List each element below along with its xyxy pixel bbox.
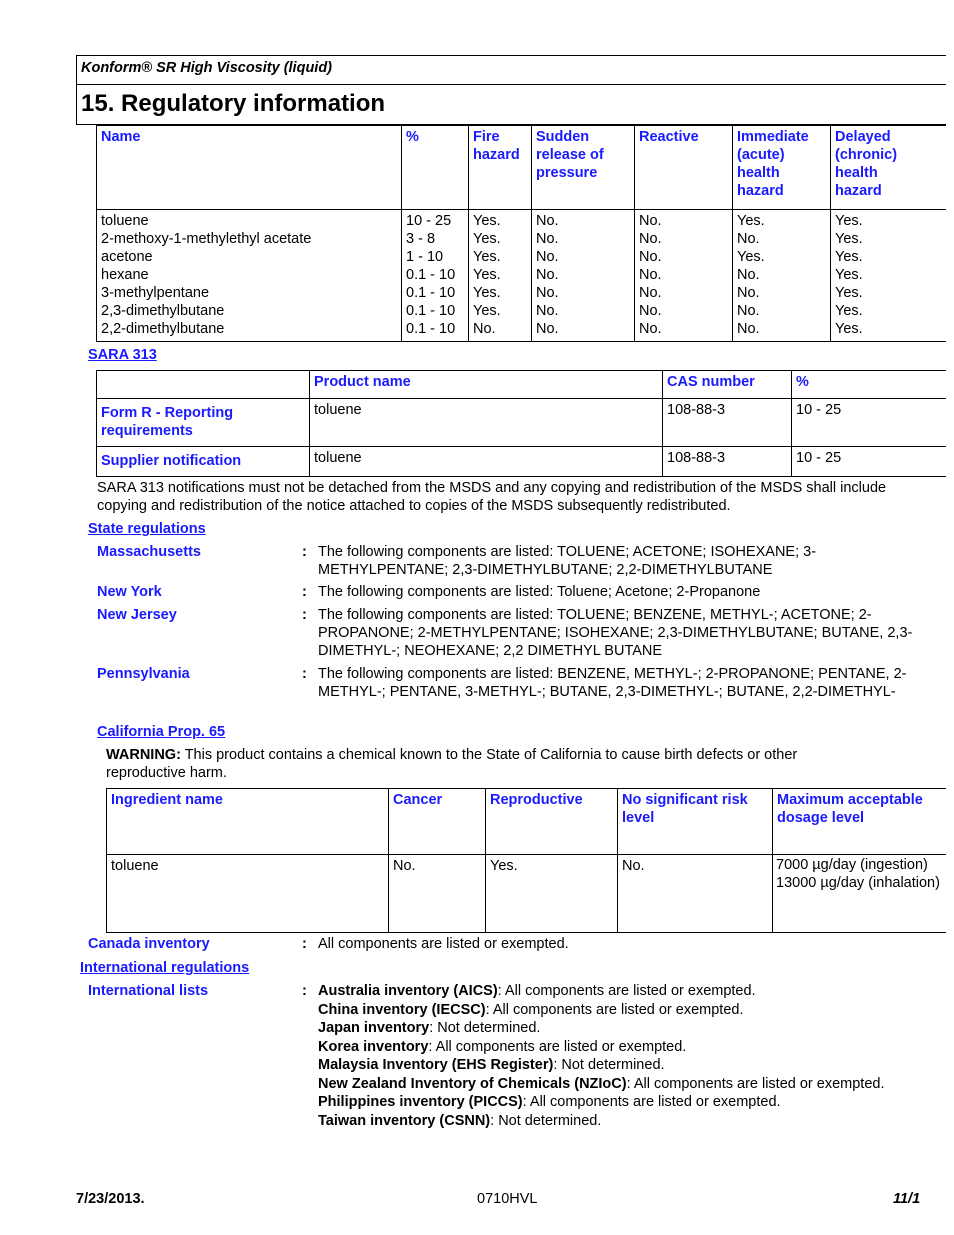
sara-header-product: Product name [310, 371, 663, 399]
footer-code: 0710HVL [477, 1191, 538, 1207]
cell-fire: Yes. Yes. Yes. Yes. Yes. Yes. No. [469, 210, 532, 342]
state-text-massachusetts: The following components are listed: TOLUENE; ACETONE; ISOHEXANE; 3-METHYLPENTANE; 2,3-DIMETHYLBUTANE; 2,2-DIMETHYLBUTANE [318, 544, 817, 578]
sara-blank-header [97, 371, 310, 399]
cell-immediate: Yes. No. Yes. No. No. No. No. [733, 210, 831, 342]
col-header-percent: % [402, 126, 469, 210]
international-list-item: Australia inventory (AICS): All components are listed or exempted. [318, 983, 756, 999]
state-label-pennsylvania: Pennsylvania [97, 666, 190, 682]
canada-colon: : [302, 936, 307, 952]
state-label-massachusetts: Massachusetts [97, 544, 201, 560]
canada-inventory-label: Canada inventory [88, 936, 210, 952]
prop65-header-reproductive: Reproductive [486, 789, 618, 855]
cell-percents: 10 - 25 3 - 8 1 - 10 0.1 - 10 0.1 - 10 0.1 - 10 0.1 - 10 [402, 210, 469, 342]
cell-sudden: No. No. No. No. No. No. No. [532, 210, 635, 342]
state-colon: : [302, 666, 307, 682]
international-list-item: Malaysia Inventory (EHS Register): Not determined. [318, 1057, 665, 1073]
cell-names: toluene 2-methoxy-1-methylethyl acetate acetone hexane 3-methylpentane 2,3-dimethylbutane 2,2-dimethylbutane [97, 210, 402, 342]
section-title: 15. Regulatory information [81, 90, 386, 117]
prop65-cell-cancer: No. [389, 855, 486, 933]
state-text-new-jersey: The following components are listed: TOLUENE; BENZENE, METHYL-; ACETONE; 2-PROPANONE; 2-METHYLPENTANE; ISOHEXANE; 2,3-DIMETHYLBUTANE; BUTANE, 2,3-DIMETHYL-; NEOHEXANE; 2,2 DIMETHYL BUTANE [318, 607, 913, 659]
sara313-table [96, 370, 946, 477]
sara-header-cas: CAS number [663, 371, 792, 399]
international-list-item: New Zealand Inventory of Chemicals (NZIoC): All components are listed or exempted. [318, 1075, 885, 1092]
col-header-immediate: Immediate (acute) health hazard [733, 126, 831, 210]
sara313-note: SARA 313 notifications must not be detached from the MSDS and any copying and redistribution of the MSDS shall include copying and redistribution of the notice attached to copies of the MSDS subsequently redistributed. [97, 480, 887, 514]
state-colon: : [302, 544, 307, 560]
prop65-cell-ingredient: toluene [107, 855, 389, 933]
state-colon: : [302, 607, 307, 623]
international-list-item: Philippines inventory (PICCS): All components are listed or exempted. [318, 1094, 781, 1110]
sara-row-label: Supplier notification [97, 447, 310, 477]
cell-reactive: No. No. No. No. No. No. No. [635, 210, 733, 342]
prop65-header-ingredient: Ingredient name [107, 789, 389, 855]
sara-row-cas: 108-88-3 [663, 447, 792, 477]
international-regulations-link[interactable]: International regulations [80, 960, 250, 976]
international-list-item: Japan inventory: Not determined. [318, 1020, 541, 1036]
international-list-item: Taiwan inventory (CSNN): Not determined. [318, 1112, 602, 1129]
state-label-new-jersey: New Jersey [97, 607, 177, 623]
prop65-cell-madl: 7000 µg/day (ingestion) 13000 µg/day (inhalation) [773, 855, 947, 933]
state-text-new-york: The following components are listed: Toluene; Acetone; 2-Propanone [318, 584, 761, 600]
warning-label: WARNING: [106, 747, 181, 763]
international-colon: : [302, 983, 307, 999]
state-text-pennsylvania: The following components are listed: BENZENE, METHYL-; 2-PROPANONE; PENTANE, 2-METHYL-; PENTANE, 3-METHYL-; BUTANE, 2,3-DIMETHYL-; BUTANE, 2,2-DIMETHYL- [318, 666, 907, 700]
international-lists-label: International lists [88, 983, 209, 999]
col-header-name: Name [97, 126, 402, 210]
state-label-new-york: New York [97, 584, 162, 600]
international-list-item: Korea inventory: All components are listed or exempted. [318, 1038, 687, 1055]
prop65-cell-reproductive: Yes. [486, 855, 618, 933]
warning-text: This product contains a chemical known to the State of California to cause birth defects or other reproductive harm. [106, 747, 798, 781]
col-header-delayed: Delayed (chronic) health hazard [831, 126, 947, 210]
california-warning [106, 746, 866, 782]
product-title: Konform® SR High Viscosity (liquid) [81, 60, 333, 76]
col-header-reactive: Reactive [635, 126, 733, 210]
footer-page: 11/1 [893, 1191, 921, 1207]
sara-row-pct: 10 - 25 [792, 399, 947, 447]
sara-row-product: toluene [310, 447, 663, 477]
sara-row-cas: 108-88-3 [663, 399, 792, 447]
hazard-table [96, 125, 946, 342]
sara-row-product: toluene [310, 399, 663, 447]
california-prop65-link[interactable]: California Prop. 65 [97, 724, 226, 740]
international-list-item: China inventory (IECSC): All components are listed or exempted. [318, 1001, 744, 1018]
prop65-cell-nsrl: No. [618, 855, 773, 933]
col-header-sudden: Sudden release of pressure [532, 126, 635, 210]
state-regulations-link[interactable]: State regulations [88, 521, 206, 537]
prop65-table [106, 788, 946, 933]
state-colon: : [302, 584, 307, 600]
prop65-header-cancer: Cancer [389, 789, 486, 855]
sara313-link[interactable]: SARA 313 [88, 347, 157, 363]
sara-row-pct: 10 - 25 [792, 447, 947, 477]
sara-row-label: Form R - Reporting requirements [97, 399, 310, 447]
footer-date: 7/23/2013. [76, 1191, 145, 1207]
canada-inventory-text: All components are listed or exempted. [318, 936, 569, 952]
cell-delayed: Yes. Yes. Yes. Yes. Yes. Yes. Yes. [831, 210, 947, 342]
prop65-header-madl: Maximum acceptable dosage level [773, 789, 947, 855]
sara-header-pct: % [792, 371, 947, 399]
col-header-fire: Fire hazard [469, 126, 532, 210]
prop65-header-nsrl: No significant risk level [618, 789, 773, 855]
